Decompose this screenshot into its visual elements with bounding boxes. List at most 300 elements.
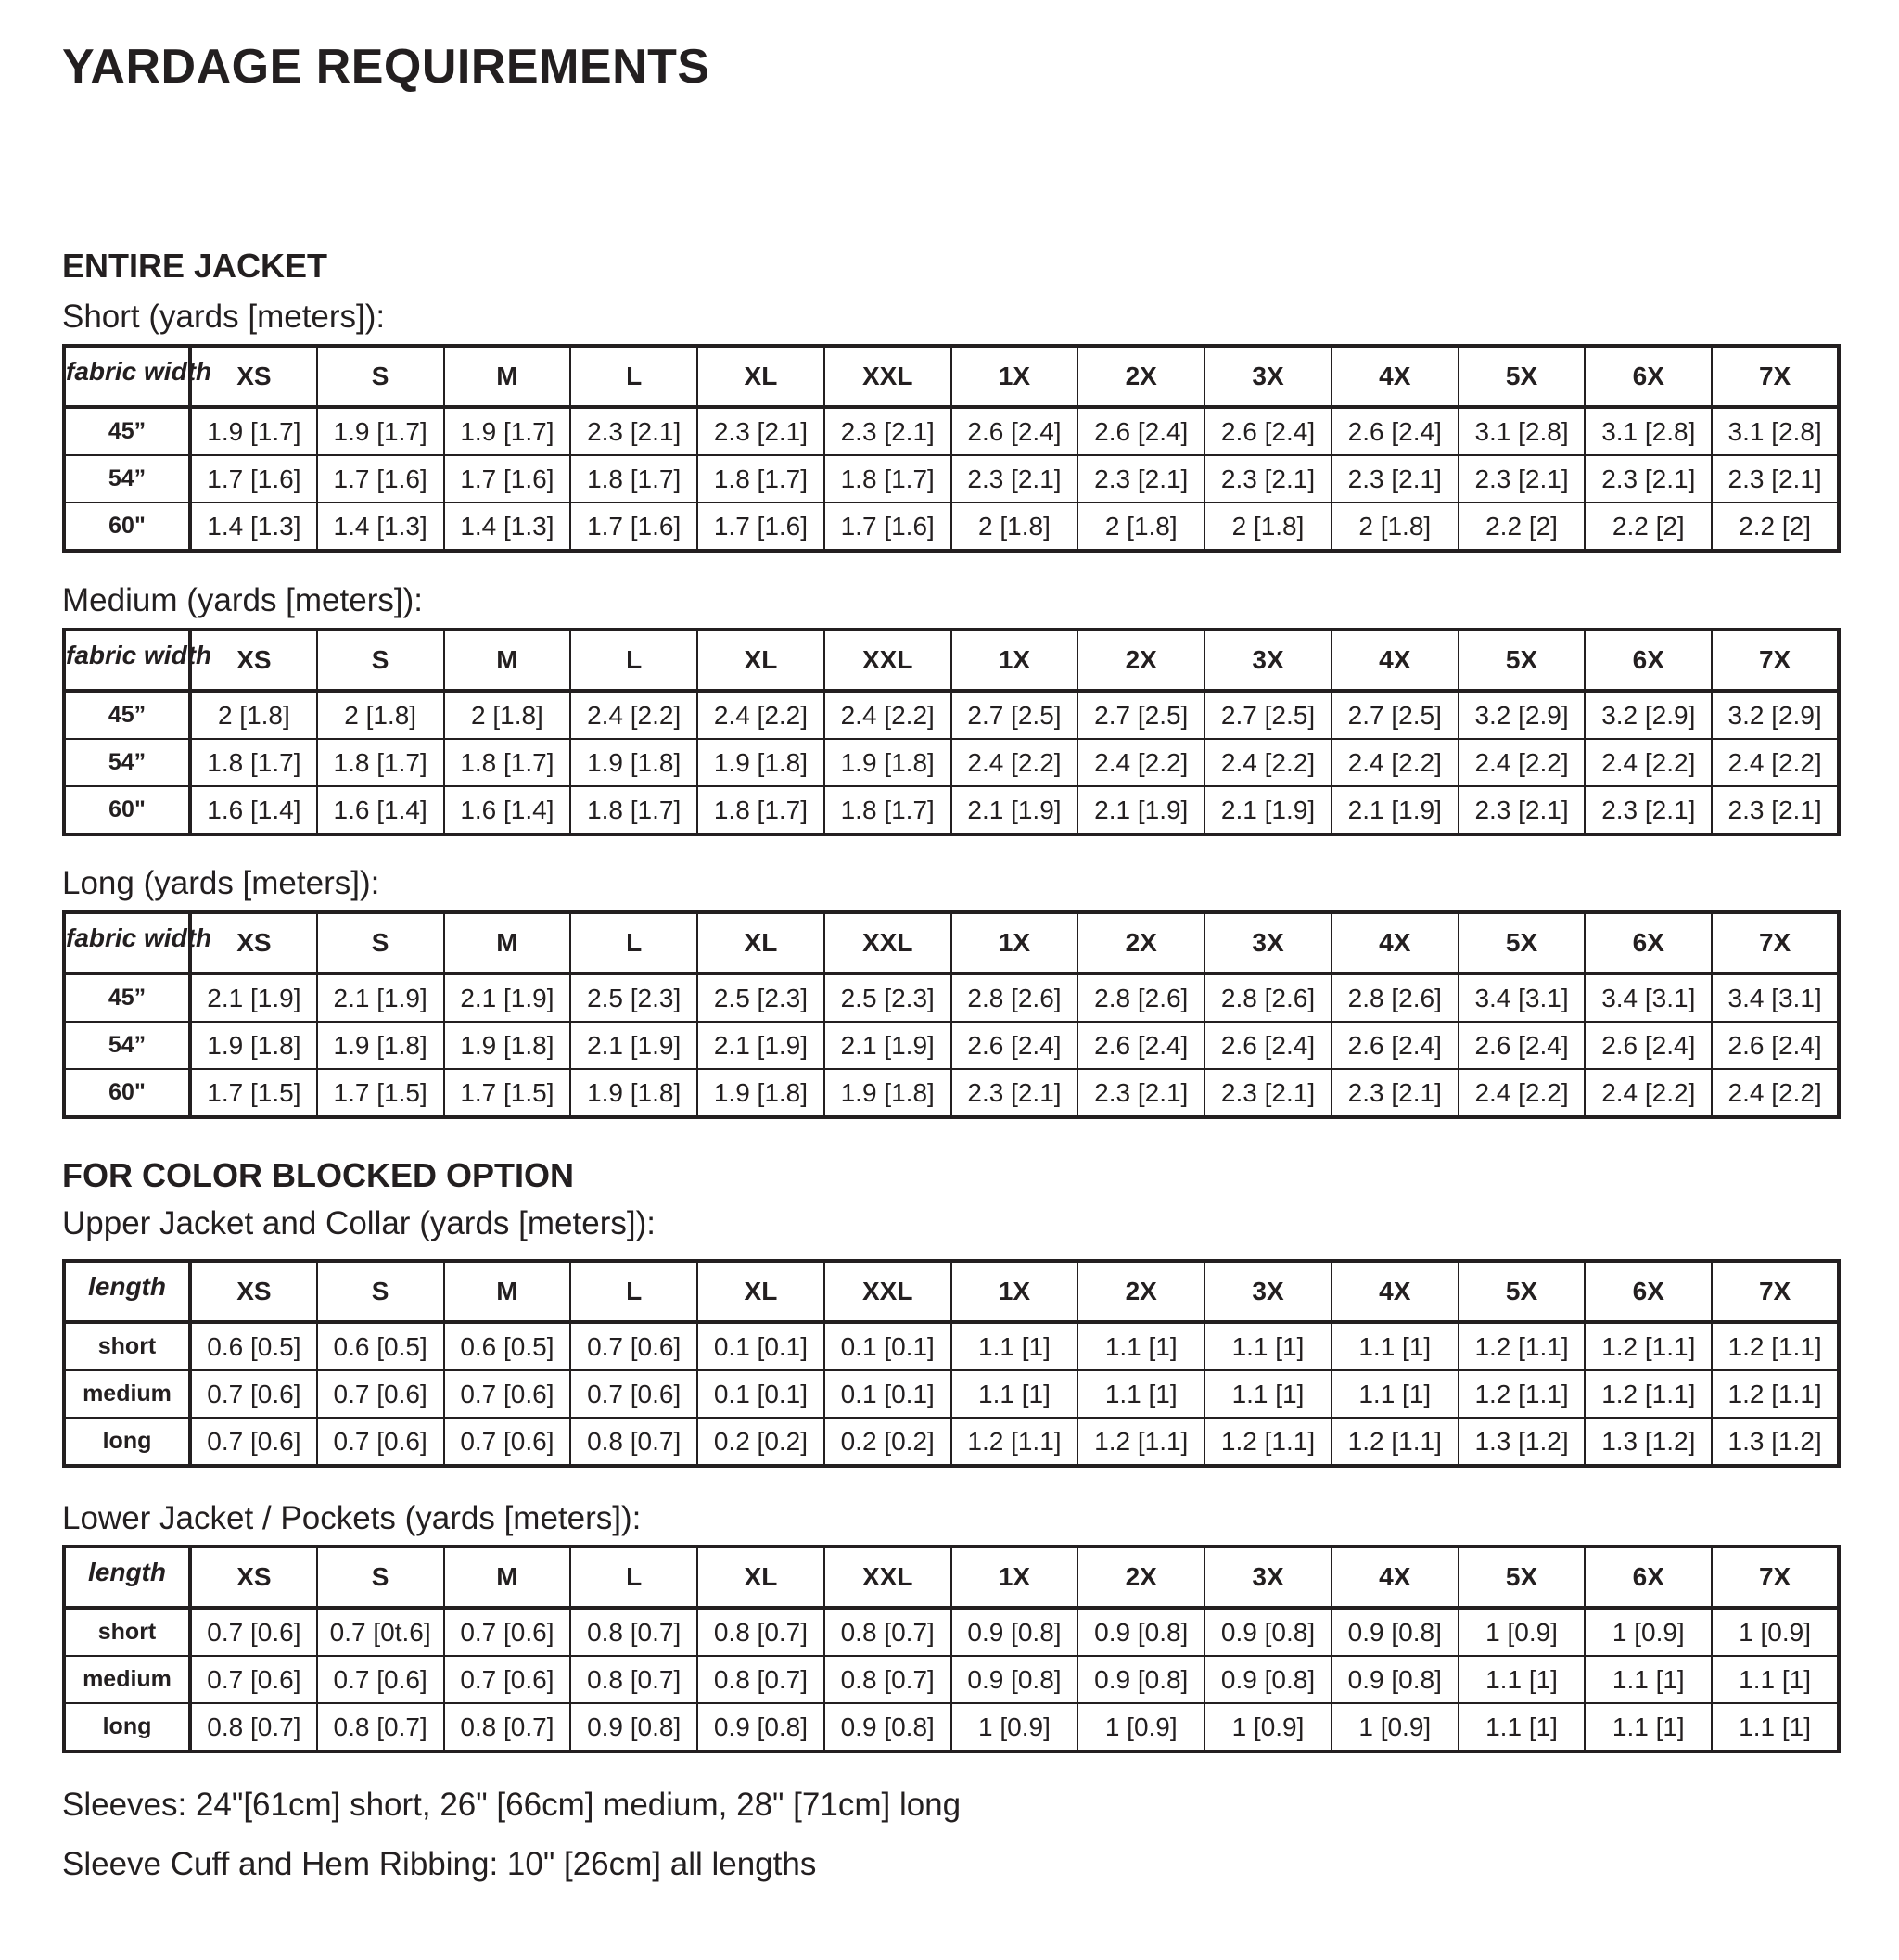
yardage-cell: 3.1 [2.8]	[1459, 407, 1586, 455]
yardage-cell: 2.5 [2.3]	[824, 974, 951, 1022]
yardage-cell: 1.2 [1.1]	[1585, 1322, 1712, 1370]
yardage-cell: 2.8 [2.6]	[1077, 974, 1204, 1022]
size-header: 2X	[1077, 630, 1204, 691]
yardage-cell: 0.9 [0.8]	[1332, 1608, 1459, 1656]
size-header: M	[444, 630, 571, 691]
yardage-cell: 1.8 [1.7]	[824, 455, 951, 503]
size-header: 5X	[1459, 630, 1586, 691]
yardage-cell: 0.8 [0.7]	[697, 1608, 824, 1656]
header-row	[64, 1261, 1839, 1322]
yardage-cell: 0.7 [0.6]	[570, 1322, 697, 1370]
size-header: 7X	[1712, 1546, 1839, 1608]
yardage-cell: 2.3 [2.1]	[570, 407, 697, 455]
table-row	[64, 1656, 1839, 1703]
size-header: 6X	[1585, 1261, 1712, 1322]
yardage-cell: 2.1 [1.9]	[1077, 786, 1204, 834]
table-row	[64, 503, 1839, 551]
yardage-cell: 1.9 [1.8]	[444, 1022, 571, 1069]
yardage-cell: 0.8 [0.7]	[824, 1608, 951, 1656]
yardage-cell: 1.3 [1.2]	[1585, 1418, 1712, 1466]
yardage-cell: 3.2 [2.9]	[1585, 691, 1712, 739]
yardage-cell: 0.8 [0.7]	[570, 1418, 697, 1466]
yardage-cell: 0.7 [0.6]	[190, 1418, 317, 1466]
yardage-cell: 2.4 [2.2]	[1712, 739, 1839, 786]
yardage-cell: 2.8 [2.6]	[1204, 974, 1332, 1022]
yardage-cell: 2 [1.8]	[1332, 503, 1459, 551]
row-label: 54”	[64, 739, 190, 786]
yardage-cell: 1.9 [1.7]	[190, 407, 317, 455]
yardage-cell: 2.1 [1.9]	[190, 974, 317, 1022]
yardage-cell: 1.7 [1.5]	[190, 1069, 317, 1117]
row-label: 60"	[64, 503, 190, 551]
yardage-cell: 3.4 [3.1]	[1712, 974, 1839, 1022]
yardage-cell: 0.8 [0.7]	[570, 1656, 697, 1703]
yardage-cell: 2 [1.8]	[317, 691, 444, 739]
size-header: 3X	[1204, 630, 1332, 691]
yardage-cell: 0.9 [0.8]	[1077, 1608, 1204, 1656]
yardage-cell: 3.1 [2.8]	[1712, 407, 1839, 455]
yardage-cell: 1.8 [1.7]	[697, 786, 824, 834]
yardage-cell: 2.5 [2.3]	[697, 974, 824, 1022]
yardage-cell: 1.9 [1.8]	[697, 1069, 824, 1117]
size-header: 3X	[1204, 912, 1332, 974]
yardage-cell: 0.9 [0.8]	[1077, 1656, 1204, 1703]
row-label: long	[64, 1418, 190, 1466]
yardage-cell: 3.4 [3.1]	[1585, 974, 1712, 1022]
yardage-cell: 0.1 [0.1]	[697, 1370, 824, 1418]
yardage-cell: 2.6 [2.4]	[1077, 1022, 1204, 1069]
row-label: long	[64, 1703, 190, 1751]
yardage-cell: 2.7 [2.5]	[951, 691, 1078, 739]
yardage-cell: 1.1 [1]	[1459, 1703, 1586, 1751]
yardage-cell: 2.4 [2.2]	[1712, 1069, 1839, 1117]
size-header: 4X	[1332, 630, 1459, 691]
yardage-cell: 1.8 [1.7]	[570, 455, 697, 503]
yardage-cell: 1.2 [1.1]	[1204, 1418, 1332, 1466]
yardage-cell: 2.6 [2.4]	[1204, 407, 1332, 455]
yardage-cell: 1.1 [1]	[1077, 1370, 1204, 1418]
yardage-cell: 1.1 [1]	[1712, 1656, 1839, 1703]
yardage-cell: 2.6 [2.4]	[951, 1022, 1078, 1069]
table-row	[64, 1322, 1839, 1370]
size-header: XXL	[824, 912, 951, 974]
size-header: 4X	[1332, 346, 1459, 407]
yardage-cell: 1 [0.9]	[1077, 1703, 1204, 1751]
yardage-cell: 0.9 [0.8]	[1204, 1608, 1332, 1656]
row-label: medium	[64, 1656, 190, 1703]
size-header: 5X	[1459, 346, 1586, 407]
yardage-cell: 1.2 [1.1]	[1077, 1418, 1204, 1466]
yardage-cell: 0.9 [0.8]	[1204, 1656, 1332, 1703]
size-header: 7X	[1712, 630, 1839, 691]
ribbing-note: Sleeve Cuff and Hem Ribbing: 10" [26cm] all lengths	[62, 1846, 817, 1882]
row-label: 45”	[64, 691, 190, 739]
size-header: XS	[190, 1546, 317, 1608]
size-header: XL	[697, 1546, 824, 1608]
yardage-cell: 1.1 [1]	[1332, 1370, 1459, 1418]
yardage-cell: 1.9 [1.8]	[697, 739, 824, 786]
yardage-cell: 0.9 [0.8]	[951, 1656, 1078, 1703]
yardage-cell: 2 [1.8]	[190, 691, 317, 739]
table-row	[64, 786, 1839, 834]
yardage-cell: 2.3 [2.1]	[1204, 455, 1332, 503]
yardage-cell: 0.7 [0.6]	[317, 1370, 444, 1418]
corner-label: fabric width	[64, 346, 190, 407]
yardage-cell: 2.1 [1.9]	[697, 1022, 824, 1069]
yardage-cell: 2.7 [2.5]	[1077, 691, 1204, 739]
yardage-cell: 1.9 [1.7]	[317, 407, 444, 455]
yardage-cell: 1.2 [1.1]	[1459, 1322, 1586, 1370]
yardage-cell: 1 [0.9]	[951, 1703, 1078, 1751]
size-header: XS	[190, 1261, 317, 1322]
size-header: M	[444, 912, 571, 974]
yardage-cell: 0.6 [0.5]	[317, 1322, 444, 1370]
row-label: 60"	[64, 1069, 190, 1117]
yardage-cell: 1.1 [1]	[1459, 1656, 1586, 1703]
yardage-cell: 1.8 [1.7]	[444, 739, 571, 786]
yardage-cell: 1.2 [1.1]	[1712, 1322, 1839, 1370]
yardage-cell: 0.1 [0.1]	[824, 1322, 951, 1370]
header-row	[64, 912, 1839, 974]
yardage-cell: 0.2 [0.2]	[697, 1418, 824, 1466]
size-header: L	[570, 630, 697, 691]
table-long	[62, 910, 1841, 1119]
yardage-cell: 2.4 [2.2]	[951, 739, 1078, 786]
size-header: 7X	[1712, 1261, 1839, 1322]
table-row	[64, 1370, 1839, 1418]
yardage-cell: 1.6 [1.4]	[190, 786, 317, 834]
yardage-cell: 1.1 [1]	[951, 1370, 1078, 1418]
table-upper-jacket	[62, 1259, 1841, 1468]
size-header: 4X	[1332, 1261, 1459, 1322]
yardage-cell: 2.3 [2.1]	[1585, 455, 1712, 503]
size-header: L	[570, 346, 697, 407]
corner-label: fabric width	[64, 630, 190, 691]
size-header: 6X	[1585, 630, 1712, 691]
yardage-cell: 2.4 [2.2]	[697, 691, 824, 739]
yardage-cell: 1.9 [1.7]	[444, 407, 571, 455]
yardage-cell: 2.3 [2.1]	[951, 455, 1078, 503]
yardage-cell: 1 [0.9]	[1204, 1703, 1332, 1751]
yardage-cell: 1.7 [1.6]	[570, 503, 697, 551]
size-header: 3X	[1204, 346, 1332, 407]
caption-medium: Medium (yards [meters]):	[62, 582, 423, 618]
yardage-cell: 1.7 [1.6]	[444, 455, 571, 503]
size-header: 2X	[1077, 912, 1204, 974]
size-header: XXL	[824, 630, 951, 691]
caption-lower-jacket: Lower Jacket / Pockets (yards [meters]):	[62, 1500, 642, 1536]
caption-upper-jacket: Upper Jacket and Collar (yards [meters]):	[62, 1205, 656, 1241]
table-medium	[62, 628, 1841, 836]
yardage-cell: 2.6 [2.4]	[1204, 1022, 1332, 1069]
yardage-cell: 1.1 [1]	[1077, 1322, 1204, 1370]
table-row	[64, 1022, 1839, 1069]
row-label: 45”	[64, 407, 190, 455]
yardage-cell: 2 [1.8]	[951, 503, 1078, 551]
yardage-cell: 1.4 [1.3]	[190, 503, 317, 551]
size-header: S	[317, 1546, 444, 1608]
yardage-cell: 2.1 [1.9]	[570, 1022, 697, 1069]
size-header: L	[570, 1546, 697, 1608]
yardage-cell: 1.8 [1.7]	[190, 739, 317, 786]
size-header: M	[444, 1546, 571, 1608]
yardage-cell: 0.7 [0.6]	[570, 1370, 697, 1418]
section-heading-color-blocked: FOR COLOR BLOCKED OPTION	[62, 1156, 574, 1194]
caption-long: Long (yards [meters]):	[62, 865, 380, 901]
size-header: S	[317, 1261, 444, 1322]
yardage-cell: 1.2 [1.1]	[951, 1418, 1078, 1466]
table-row	[64, 1608, 1839, 1656]
yardage-cell: 1.1 [1]	[951, 1322, 1078, 1370]
yardage-cell: 1.1 [1]	[1204, 1322, 1332, 1370]
yardage-cell: 2.4 [2.2]	[1332, 739, 1459, 786]
row-label: 45”	[64, 974, 190, 1022]
yardage-cell: 1.9 [1.8]	[824, 1069, 951, 1117]
yardage-cell: 1.2 [1.1]	[1332, 1418, 1459, 1466]
yardage-cell: 2.6 [2.4]	[1077, 407, 1204, 455]
yardage-cell: 2.7 [2.5]	[1332, 691, 1459, 739]
yardage-cell: 0.9 [0.8]	[1332, 1656, 1459, 1703]
yardage-cell: 2.3 [2.1]	[1459, 786, 1586, 834]
size-header: 1X	[951, 630, 1078, 691]
yardage-cell: 1.4 [1.3]	[317, 503, 444, 551]
size-header: 2X	[1077, 346, 1204, 407]
size-header: XXL	[824, 1546, 951, 1608]
table-short	[62, 344, 1841, 553]
header-row	[64, 346, 1839, 407]
row-label: medium	[64, 1370, 190, 1418]
yardage-cell: 2.2 [2]	[1585, 503, 1712, 551]
yardage-cell: 1.6 [1.4]	[444, 786, 571, 834]
yardage-cell: 2.3 [2.1]	[1712, 786, 1839, 834]
yardage-cell: 0.8 [0.7]	[444, 1703, 571, 1751]
yardage-cell: 1.4 [1.3]	[444, 503, 571, 551]
size-header: 7X	[1712, 346, 1839, 407]
yardage-cell: 2.6 [2.4]	[1459, 1022, 1586, 1069]
table-row	[64, 1069, 1839, 1117]
table-row	[64, 455, 1839, 503]
table-row	[64, 1703, 1839, 1751]
row-label: 54”	[64, 1022, 190, 1069]
yardage-cell: 3.2 [2.9]	[1712, 691, 1839, 739]
size-header: XL	[697, 630, 824, 691]
yardage-cell: 2.3 [2.1]	[1332, 1069, 1459, 1117]
yardage-cell: 1.7 [1.6]	[697, 503, 824, 551]
yardage-cell: 0.7 [0.6]	[317, 1418, 444, 1466]
yardage-cell: 1.9 [1.8]	[824, 739, 951, 786]
yardage-cell: 0.8 [0.7]	[824, 1656, 951, 1703]
yardage-cell: 2.4 [2.2]	[1585, 739, 1712, 786]
yardage-cell: 2.3 [2.1]	[1712, 455, 1839, 503]
size-header: 5X	[1459, 1546, 1586, 1608]
yardage-cell: 0.1 [0.1]	[824, 1370, 951, 1418]
yardage-cell: 2.4 [2.2]	[1585, 1069, 1712, 1117]
sleeves-note: Sleeves: 24"[61cm] short, 26" [66cm] medium, 28" [71cm] long	[62, 1787, 962, 1823]
yardage-cell: 0.8 [0.7]	[317, 1703, 444, 1751]
yardage-cell: 0.7 [0.6]	[444, 1418, 571, 1466]
size-header: 4X	[1332, 912, 1459, 974]
yardage-cell: 0.7 [0.6]	[444, 1608, 571, 1656]
yardage-cell: 0.1 [0.1]	[697, 1322, 824, 1370]
size-header: 5X	[1459, 1261, 1586, 1322]
row-label: short	[64, 1322, 190, 1370]
yardage-cell: 1.9 [1.8]	[570, 739, 697, 786]
yardage-cell: 1.1 [1]	[1712, 1703, 1839, 1751]
yardage-cell: 0.8 [0.7]	[190, 1703, 317, 1751]
yardage-cell: 1.3 [1.2]	[1459, 1418, 1586, 1466]
size-header: 2X	[1077, 1261, 1204, 1322]
row-label: 60"	[64, 786, 190, 834]
yardage-cell: 2.2 [2]	[1459, 503, 1586, 551]
yardage-cell: 2 [1.8]	[1077, 503, 1204, 551]
yardage-cell: 1.7 [1.6]	[824, 503, 951, 551]
yardage-cell: 1.8 [1.7]	[317, 739, 444, 786]
yardage-cell: 2.4 [2.2]	[1077, 739, 1204, 786]
size-header: S	[317, 630, 444, 691]
yardage-cell: 1.8 [1.7]	[570, 786, 697, 834]
yardage-cell: 0.9 [0.8]	[824, 1703, 951, 1751]
yardage-cell: 1.7 [1.6]	[190, 455, 317, 503]
corner-label: fabric width	[64, 912, 190, 974]
yardage-cell: 2.8 [2.6]	[1332, 974, 1459, 1022]
yardage-cell: 1.2 [1.1]	[1712, 1370, 1839, 1418]
yardage-cell: 2 [1.8]	[444, 691, 571, 739]
yardage-cell: 0.7 [0.6]	[190, 1370, 317, 1418]
yardage-cell: 2.1 [1.9]	[1204, 786, 1332, 834]
header-row	[64, 630, 1839, 691]
yardage-cell: 1.1 [1]	[1585, 1703, 1712, 1751]
yardage-cell: 0.9 [0.8]	[697, 1703, 824, 1751]
table-lower-jacket	[62, 1545, 1841, 1753]
yardage-cell: 0.7 [0.6]	[444, 1656, 571, 1703]
corner-label: length	[64, 1261, 190, 1322]
yardage-cell: 0.7 [0.6]	[190, 1608, 317, 1656]
size-header: M	[444, 1261, 571, 1322]
yardage-cell: 1.1 [1]	[1585, 1656, 1712, 1703]
yardage-cell: 2.6 [2.4]	[951, 407, 1078, 455]
yardage-cell: 0.9 [0.8]	[951, 1608, 1078, 1656]
yardage-cell: 1.2 [1.1]	[1585, 1370, 1712, 1418]
yardage-cell: 0.7 [0.6]	[190, 1656, 317, 1703]
yardage-cell: 1.8 [1.7]	[824, 786, 951, 834]
size-header: 3X	[1204, 1546, 1332, 1608]
yardage-cell: 1 [0.9]	[1712, 1608, 1839, 1656]
yardage-cell: 2.5 [2.3]	[570, 974, 697, 1022]
yardage-cell: 1.7 [1.5]	[317, 1069, 444, 1117]
yardage-cell: 2.4 [2.2]	[570, 691, 697, 739]
yardage-cell: 0.7 [0.6]	[444, 1370, 571, 1418]
yardage-cell: 2.3 [2.1]	[1077, 455, 1204, 503]
yardage-cell: 1.8 [1.7]	[697, 455, 824, 503]
yardage-cell: 0.9 [0.8]	[570, 1703, 697, 1751]
caption-short: Short (yards [meters]):	[62, 299, 386, 335]
yardage-cell: 1 [0.9]	[1459, 1608, 1586, 1656]
yardage-cell: 1.2 [1.1]	[1459, 1370, 1586, 1418]
section-heading-entire-jacket: ENTIRE JACKET	[62, 247, 328, 285]
table-row	[64, 691, 1839, 739]
yardage-cell: 2.3 [2.1]	[1332, 455, 1459, 503]
size-header: XS	[190, 630, 317, 691]
yardage-cell: 3.1 [2.8]	[1585, 407, 1712, 455]
yardage-cell: 2.1 [1.9]	[1332, 786, 1459, 834]
yardage-cell: 0.6 [0.5]	[444, 1322, 571, 1370]
yardage-cell: 2 [1.8]	[1204, 503, 1332, 551]
yardage-cell: 2.6 [2.4]	[1332, 1022, 1459, 1069]
size-header: 1X	[951, 1546, 1078, 1608]
yardage-cell: 1.3 [1.2]	[1712, 1418, 1839, 1466]
size-header: 1X	[951, 912, 1078, 974]
yardage-cell: 2.4 [2.2]	[1204, 739, 1332, 786]
size-header: S	[317, 912, 444, 974]
size-header: M	[444, 346, 571, 407]
yardage-cell: 2.8 [2.6]	[951, 974, 1078, 1022]
corner-label: length	[64, 1546, 190, 1608]
table-row	[64, 1418, 1839, 1466]
yardage-cell: 2.2 [2]	[1712, 503, 1839, 551]
table-row	[64, 739, 1839, 786]
yardage-cell: 2.3 [2.1]	[951, 1069, 1078, 1117]
table-row	[64, 974, 1839, 1022]
size-header: 6X	[1585, 912, 1712, 974]
yardage-cell: 1.6 [1.4]	[317, 786, 444, 834]
yardage-cell: 3.4 [3.1]	[1459, 974, 1586, 1022]
yardage-cell: 0.8 [0.7]	[570, 1608, 697, 1656]
yardage-cell: 2.3 [2.1]	[824, 407, 951, 455]
size-header: 5X	[1459, 912, 1586, 974]
size-header: XXL	[824, 346, 951, 407]
yardage-cell: 0.7 [0t.6]	[317, 1608, 444, 1656]
size-header: S	[317, 346, 444, 407]
yardage-cell: 2.4 [2.2]	[1459, 1069, 1586, 1117]
yardage-cell: 0.7 [0.6]	[317, 1656, 444, 1703]
yardage-cell: 2.6 [2.4]	[1332, 407, 1459, 455]
size-header: 7X	[1712, 912, 1839, 974]
yardage-cell: 2.7 [2.5]	[1204, 691, 1332, 739]
header-row	[64, 1546, 1839, 1608]
yardage-cell: 0.2 [0.2]	[824, 1418, 951, 1466]
size-header: XL	[697, 346, 824, 407]
yardage-cell: 2.6 [2.4]	[1712, 1022, 1839, 1069]
yardage-cell: 2.3 [2.1]	[1459, 455, 1586, 503]
size-header: XL	[697, 1261, 824, 1322]
yardage-cell: 2.3 [2.1]	[1204, 1069, 1332, 1117]
yardage-cell: 0.6 [0.5]	[190, 1322, 317, 1370]
size-header: 3X	[1204, 1261, 1332, 1322]
yardage-cell: 2.1 [1.9]	[951, 786, 1078, 834]
yardage-cell: 2.6 [2.4]	[1585, 1022, 1712, 1069]
size-header: XS	[190, 912, 317, 974]
size-header: 1X	[951, 346, 1078, 407]
yardage-cell: 1.7 [1.6]	[317, 455, 444, 503]
yardage-cell: 1.1 [1]	[1332, 1322, 1459, 1370]
size-header: L	[570, 1261, 697, 1322]
table-row	[64, 407, 1839, 455]
yardage-cell: 2.1 [1.9]	[317, 974, 444, 1022]
yardage-cell: 1 [0.9]	[1332, 1703, 1459, 1751]
size-header: XL	[697, 912, 824, 974]
size-header: 2X	[1077, 1546, 1204, 1608]
yardage-cell: 2.4 [2.2]	[824, 691, 951, 739]
yardage-cell: 3.2 [2.9]	[1459, 691, 1586, 739]
yardage-cell: 1.9 [1.8]	[190, 1022, 317, 1069]
yardage-cell: 1 [0.9]	[1585, 1608, 1712, 1656]
row-label: 54”	[64, 455, 190, 503]
size-header: 6X	[1585, 346, 1712, 407]
size-header: 4X	[1332, 1546, 1459, 1608]
yardage-cell: 2.4 [2.2]	[1459, 739, 1586, 786]
row-label: short	[64, 1608, 190, 1656]
size-header: XXL	[824, 1261, 951, 1322]
